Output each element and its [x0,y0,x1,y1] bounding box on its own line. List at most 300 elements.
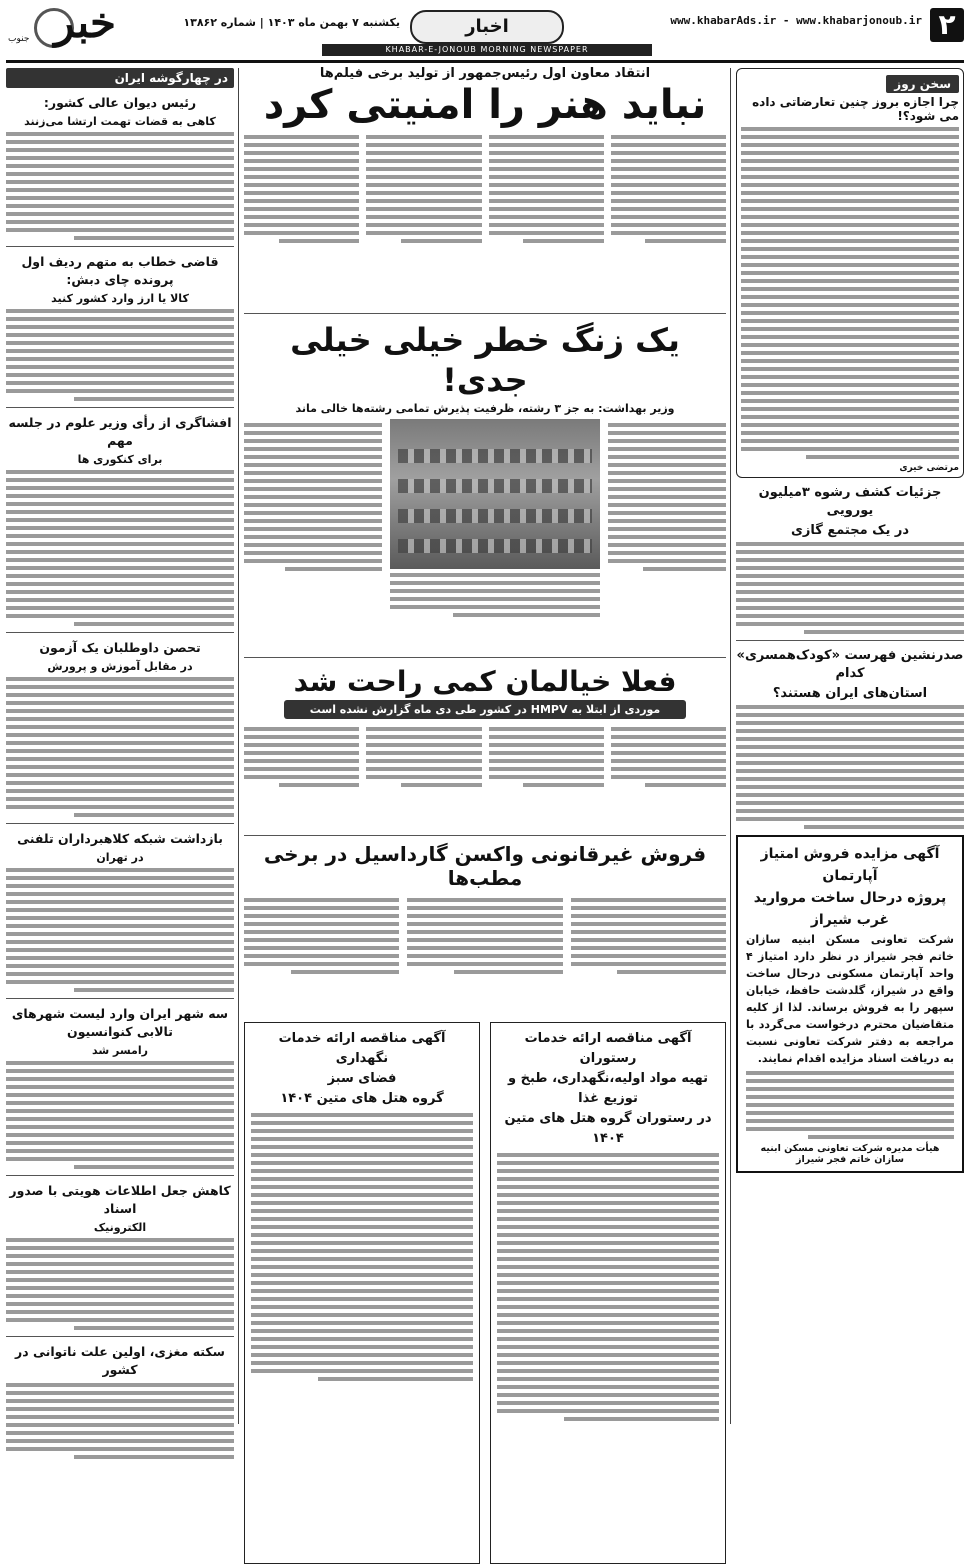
text-line [6,773,234,777]
text-line [741,127,959,131]
text-line [608,463,726,467]
text-line [6,180,234,184]
section-label: اخبار [410,10,564,44]
text-line [608,487,726,491]
text-line [251,1129,473,1133]
text-line [489,151,604,155]
text-line [6,494,234,498]
text-line [746,1119,954,1123]
text-line [6,341,234,345]
text-line [741,399,959,403]
article-body [6,868,234,992]
text-line [497,1161,719,1165]
text-line [741,319,959,323]
article-title: بازداشت شبکه کلاهبرداران تلفنی [17,831,223,846]
text-line [6,164,234,168]
ad-title: تهیه مواد اولیه،نگهداری، طبخ و توزیع غذا [508,1071,708,1106]
text-line [244,519,382,523]
text-line [497,1353,719,1357]
text-line [608,471,726,475]
text-line [244,898,399,902]
text-line [244,479,382,483]
text-line [6,1069,234,1073]
text-line [251,1313,473,1317]
text-line [407,962,562,966]
text-line [497,1305,719,1309]
english-title-bar: KHABAR-E-JONOUB MORNING NEWSPAPER [322,44,652,56]
text-line [736,558,964,562]
text-line [366,751,481,755]
text-line [366,759,481,763]
text-line [251,1337,473,1341]
text-line [279,783,360,787]
text-line [6,1246,234,1250]
text-line [489,759,604,763]
text-line [741,279,959,283]
text-line [741,303,959,307]
text-line [401,783,482,787]
text-line [244,735,359,739]
text-line [497,1337,719,1341]
opinion-body [741,127,959,459]
article-subtitle: در تهران [96,851,144,864]
text-line [611,727,726,731]
text-line [251,1249,473,1253]
text-line [6,478,234,482]
text-line [251,1113,473,1117]
text-line [741,239,959,243]
article-title: رئیس دیوان عالی کشور: [43,95,197,110]
text-line [366,191,481,195]
text-line [6,1278,234,1282]
opinion-label: سخن روز [886,75,959,93]
text-line [251,1169,473,1173]
text-line [489,751,604,755]
article-body [6,132,234,240]
text-line [251,1209,473,1213]
text-line [244,503,382,507]
text-line [489,167,604,171]
text-line [6,1294,234,1298]
text-line [611,231,726,235]
text-line [741,271,959,275]
text-line [6,614,234,618]
text-line [244,962,399,966]
text-line [6,956,234,960]
text-line [244,511,382,515]
text-line [746,1087,954,1091]
text-line [497,1401,719,1405]
text-line [608,439,726,443]
divider [244,313,726,314]
text-line [6,1270,234,1274]
opinion-question: چرا اجازه بروز چنین تعارضاتی داده می شود؟! [752,95,959,123]
text-line [407,930,562,934]
text-line [741,207,959,211]
text-line [736,745,964,749]
text-line [244,906,399,910]
text-line [741,327,959,331]
ad-title: گروه هتل های متین ۱۴۰۴ [280,1091,444,1106]
text-line [6,574,234,578]
text-line [244,175,359,179]
text-line [6,590,234,594]
text-line [571,946,726,950]
text-line [251,1233,473,1237]
text-line [251,1265,473,1269]
text-line [741,375,959,379]
text-line [741,263,959,267]
text-line [497,1377,719,1381]
text-line [608,535,726,539]
text-line [736,582,964,586]
text-line [244,135,359,139]
article-subtitle: در یک مجتمع گازی [790,523,910,538]
text-line [6,212,234,216]
text-line [6,797,234,801]
text-line [497,1217,719,1221]
text-line [741,151,959,155]
text-line [736,769,964,773]
text-line [244,759,359,763]
text-line [6,470,234,474]
text-line [244,495,382,499]
text-line [6,1262,234,1266]
text-line [251,1329,473,1333]
text-line [611,215,726,219]
text-line [497,1177,719,1181]
classroom-photo [390,419,600,569]
text-line [617,970,726,974]
text-line [489,175,604,179]
text-line [244,551,382,555]
text-line [244,471,382,475]
text-line [244,191,359,195]
text-line [74,813,234,817]
text-line [736,542,964,546]
text-line [251,1161,473,1165]
text-line [608,447,726,451]
text-line [571,962,726,966]
text-line [489,775,604,779]
text-line [608,511,726,515]
page-number: ۲ [930,8,964,42]
text-line [489,199,604,203]
text-line [497,1313,719,1317]
article-4-body [244,894,726,1016]
text-line [6,1391,234,1395]
text-column [244,419,382,651]
text-line [741,159,959,163]
text-line [251,1145,473,1149]
text-line [6,526,234,530]
text-line [6,558,234,562]
article-subtitle: استان‌های ایران هستند؟ [772,686,928,701]
text-line [746,1111,954,1115]
text-line [489,223,604,227]
text-line [6,373,234,377]
text-line [6,389,234,393]
text-line [497,1201,719,1205]
text-line [608,423,726,427]
text-line [736,705,964,709]
article-subtitle: برای کنکوری ها [77,453,163,466]
text-line [6,156,234,160]
text-line [804,825,964,829]
text-line [611,151,726,155]
text-line [6,1077,234,1081]
text-line [489,183,604,187]
text-line [366,135,481,139]
text-line [6,204,234,208]
article-subtitle: الکترونیک [93,1221,147,1234]
column-divider [238,68,239,1424]
text-line [6,980,234,984]
text-line [366,167,481,171]
text-line [366,767,481,771]
text-line [645,239,726,243]
text-line [244,199,359,203]
text-column [611,723,726,829]
text-line [497,1281,719,1285]
text-line [6,733,234,737]
text-line [244,938,399,942]
text-line [6,749,234,753]
text-line [608,559,726,563]
text-line [6,1085,234,1089]
article-body [6,1061,234,1169]
text-line [251,1361,473,1365]
byline: مرتضی خیری [899,463,959,473]
text-line [244,535,382,539]
divider [6,407,234,408]
text-line [6,765,234,769]
text-line [489,735,604,739]
text-line [366,727,481,731]
text-line [736,574,964,578]
text-line [244,775,359,779]
text-line [244,527,382,531]
text-line [804,630,964,634]
text-line [611,135,726,139]
text-line [497,1345,719,1349]
article-body [736,542,964,634]
text-line [736,622,964,626]
text-line [251,1321,473,1325]
text-line [251,1137,473,1141]
left-column [6,68,234,1424]
text-line [244,215,359,219]
text-line [366,775,481,779]
text-line [6,172,234,176]
text-line [736,614,964,618]
text-line [244,487,382,491]
text-line [366,159,481,163]
text-line [6,924,234,928]
text-line [390,605,600,609]
text-line [523,239,604,243]
text-line [6,972,234,976]
divider [6,1175,234,1176]
text-line [611,167,726,171]
text-line [643,567,726,571]
text-line [6,964,234,968]
tender-ad-restaurant [490,1022,726,1564]
text-line [746,1095,954,1099]
text-line [808,1135,954,1139]
text-line [6,781,234,785]
text-line [6,486,234,490]
text-line [741,343,959,347]
text-line [6,1125,234,1129]
text-line [6,317,234,321]
divider [244,657,726,658]
text-line [291,970,400,974]
text-line [608,543,726,547]
text-column [611,131,726,307]
text-line [489,135,604,139]
headline-3: فعلا خیالمان کمی راحت شد [293,665,677,698]
text-line [611,199,726,203]
article-title: کاهش جعل اطلاعات هویتی با صدور اسناد [9,1183,231,1216]
text-line [608,519,726,523]
text-line [6,916,234,920]
text-line [746,1103,954,1107]
text-line [571,930,726,934]
text-line [608,455,726,459]
website-urls[interactable]: www.khabarAds.ir - www.khabarjonoub.ir [670,14,922,27]
text-line [244,455,382,459]
text-line [366,207,481,211]
text-line [741,431,959,435]
text-line [6,598,234,602]
article-subtitle: رامسر شد [92,1044,148,1057]
text-line [489,215,604,219]
text-line [523,783,604,787]
text-line [741,191,959,195]
text-line [318,1377,473,1381]
text-line [366,183,481,187]
text-line [251,1185,473,1189]
text-line [497,1369,719,1373]
text-line [6,1383,234,1387]
text-column [608,419,726,651]
right-column [736,68,964,1424]
text-line [611,183,726,187]
text-line [489,191,604,195]
text-line [6,1254,234,1258]
text-line [244,463,382,467]
text-line [244,231,359,235]
text-line [6,510,234,514]
text-line [6,693,234,697]
text-line [244,207,359,211]
text-line [611,759,726,763]
text-line [6,1310,234,1314]
divider [6,1336,234,1337]
text-line [6,1399,234,1403]
text-line [608,479,726,483]
banner-3: موردی از ابتلا به HMPV در کشور طی دی ماه گزارش نشده است [284,700,686,719]
text-line [251,1289,473,1293]
text-column [366,131,481,307]
headline-1: نباید هنر را امنیتی کرد [263,82,707,128]
text-line [497,1329,719,1333]
newspaper-logo [6,0,116,52]
text-line [6,188,234,192]
text-line [6,220,234,224]
masthead [0,0,970,62]
text-line [741,447,959,451]
text-line [6,550,234,554]
text-line [611,207,726,211]
text-line [6,381,234,385]
text-line [74,622,234,626]
text-line [6,365,234,369]
text-line [741,311,959,315]
text-line [251,1217,473,1221]
text-line [6,1133,234,1137]
text-line [251,1353,473,1357]
text-line [251,1273,473,1277]
text-line [6,1447,234,1451]
text-line [6,333,234,337]
text-line [736,753,964,757]
text-line [251,1369,473,1373]
text-line [741,351,959,355]
text-line [251,1121,473,1125]
article-3-body [244,723,726,829]
text-line [741,287,959,291]
text-line [741,143,959,147]
text-line [741,295,959,299]
text-line [571,922,726,926]
text-line [497,1169,719,1173]
text-line [6,1101,234,1105]
text-line [244,223,359,227]
text-line [244,743,359,747]
text-line [611,767,726,771]
text-line [736,721,964,725]
text-line [407,898,562,902]
text-line [251,1297,473,1301]
text-line [6,606,234,610]
text-line [279,239,360,243]
divider [736,640,964,641]
text-line [6,1302,234,1306]
text-line [6,140,234,144]
tender-ads [244,1022,726,1564]
text-line [497,1321,719,1325]
auction-ad [736,835,964,1173]
text-column [366,723,481,829]
text-line [497,1409,719,1413]
text-line [497,1297,719,1301]
article-1-body [244,131,726,307]
text-line [6,1407,234,1411]
text-line [6,940,234,944]
text-line [6,677,234,681]
ad-footer: هیأت مدیره شرکت تعاونی مسکن ابنیه سازان خاتم فجر شیراز [760,1143,940,1165]
text-line [741,255,959,259]
text-line [611,743,726,747]
text-line [244,946,399,950]
text-line [6,1318,234,1322]
ad-body: شرکت تعاونی مسکن ابنیه سازان خاتم فجر شیراز در نظر دارد امتیاز ۴ واحد آپارتمان مسکونی درحال ساخت واقع در شیراز، گلدشت حافظ، خیابان سپهر را به فروش برساند. لذا از کلیه متقاضیان محترم درخواست می‌گردد با مراجعه به دفتر شرکت تعاونی نسبت به دریافت اسناد مزایده اقدام نمایند. [746,933,954,1065]
ad-body [251,1113,473,1381]
text-line [6,884,234,888]
text-line [497,1241,719,1245]
